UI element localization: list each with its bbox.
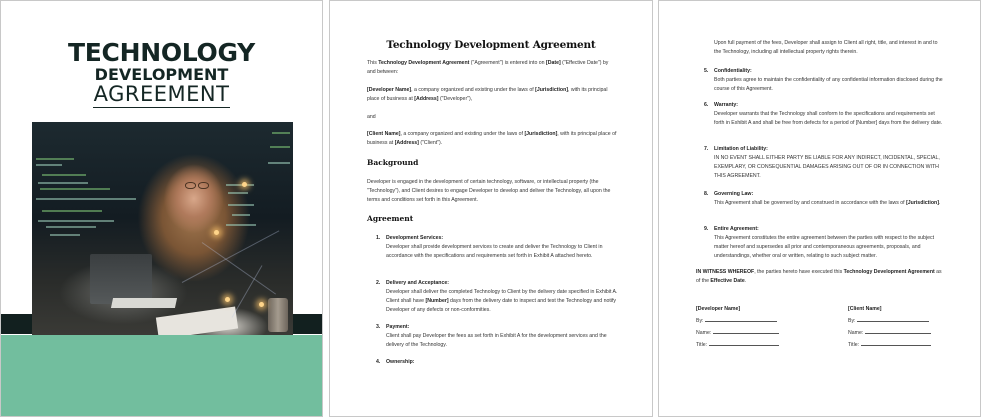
photo-glasses-left [185, 182, 196, 189]
cover-title-line3 [1, 82, 322, 106]
developer-by-line[interactable] [705, 316, 777, 322]
cover-title-line2: DEVELOPMENT [94, 65, 229, 84]
intro-paragraph: This Technology Development Agreement ("Agreement") is entered into on [Date] ("Effective Date") by and between: [367, 60, 609, 76]
document-page-2[interactable]: Technology Development Agreement This Technology Development Agreement ("Agreement") is entered into on [Date] ("Effective Date") by and between: [Developer Name], a company organized and existing under the laws of [Jurisdiction], with its principal place of business at [Address] ("Developer"), and [Client Name], a company organized and existing under the laws of [Jurisdiction], with its principal place of business at [Address] ("Client"). Background Developer is engaged in the development of certain technology, software, or intellectual property (the "Technology"), and Client desires to engage Developer to develop and deliver the Technology, all upon the terms and conditions set forth in this Agreement. Agreement 1. Development Services: Developer shall provide development services to create and deliver the Technology to Client in accordance with the specifications and requirements set forth in Exhibit A attached hereto. 2. Delivery and Acceptance: Developer shall deliver the completed Technology to Client by the delivery date specified in Exhibit A. Client shall have [Number] days from the delivery date to inspect and test the Technology and notify Developer of any defects or non-conformities. 3. Payment: Client shall pay Developer the fees as set forth in Exhibit A for the development services and the delivery of the Technology. 4. Ownership: [329, 0, 653, 417]
witness-paragraph: IN WITNESS WHEREOF, the parties hereto have executed this Technology Development Agreement as of the Effective Date. [696, 269, 942, 285]
cover-title-line1: TECHNOLOGY [68, 38, 255, 67]
cover-photo [32, 122, 293, 335]
client-party-paragraph: [Client Name], a company organized and existing under the laws of [Jurisdiction], with its principal place of business at [Address] ("Client"). [367, 131, 617, 147]
agreement-heading: Agreement [367, 214, 414, 223]
ownership-continuation: Upon full payment of the fees, Developer shall assign to Client all right, title, and interest in and to the Technology, including all intellectual property rights therein. [714, 40, 938, 56]
client-name-line[interactable] [865, 328, 931, 334]
client-signature-block: [Client Name] By: Name: Title: [848, 303, 931, 351]
client-title-line[interactable] [861, 340, 931, 346]
cover-page[interactable] [0, 0, 323, 417]
developer-party-paragraph: [Developer Name], a company organized and existing under the laws of [Jurisdiction], with its principal place of business at [Address] ("Developer"), [367, 87, 608, 103]
photo-glasses-right [198, 182, 209, 189]
photo-cup [268, 298, 288, 332]
cover-green-block [1, 335, 322, 417]
document-page-3[interactable]: Upon full payment of the fees, Developer shall assign to Client all right, title, and interest in and to the Technology, including all intellectual property rights therein. 5. Confidentiality: Both parties agree to maintain the confidentiality of any confidential information disclosed during the course of this Agreement. 6. Warranty: Developer warrants that the Technology shall conform to the specifications and requirements set forth in Exhibit A and shall be free from defects for a period of [Number] days from the delivery date. 7. Limitation of Liability: IN NO EVENT SHALL EITHER PARTY BE LIABLE FOR ANY INDIRECT, INCIDENTAL, SPECIAL, EXEMPLARY, OR CONSEQUENTIAL DAMAGES ARISING OUT OF OR IN CONNECTION WITH THIS AGREEMENT. 8. Governing Law: This Agreement shall be governed by and construed in accordance with the laws of [Jurisdiction]. 9. Entire Agreement: This Agreement constitutes the entire agreement between the parties with respect to the subject matter hereof and supersedes all prior and contemporaneous agreements, proposals, and understandings, whether oral or written, relating to such subject matter. IN WITNESS WHEREOF, the parties hereto have executed this Technology Development Agreement as of the Effective Date. [Developer Name] By: Name: Title: [Client Name] By: Name: Title: [658, 0, 981, 417]
developer-signature-block: [Developer Name] By: Name: Title: [696, 303, 779, 351]
client-by-line[interactable] [857, 316, 929, 322]
developer-title-line[interactable] [709, 340, 779, 346]
photo-papers [156, 307, 238, 335]
background-heading: Background [367, 158, 419, 167]
cover-title-underlined: AGREEMENT [93, 82, 230, 106]
developer-name-line[interactable] [713, 328, 779, 334]
photo-monitor [90, 254, 152, 304]
background-paragraph: Developer is engaged in the development of certain technology, software, or intellectual property (the "Technology"), and Client desires to engage Developer to develop and deliver the Technology, all upon the terms and conditions set forth in this Agreement. [367, 179, 611, 204]
document-title: Technology Development Agreement [386, 39, 596, 51]
photo-keyboard [111, 298, 177, 308]
and-text: and [367, 114, 376, 120]
